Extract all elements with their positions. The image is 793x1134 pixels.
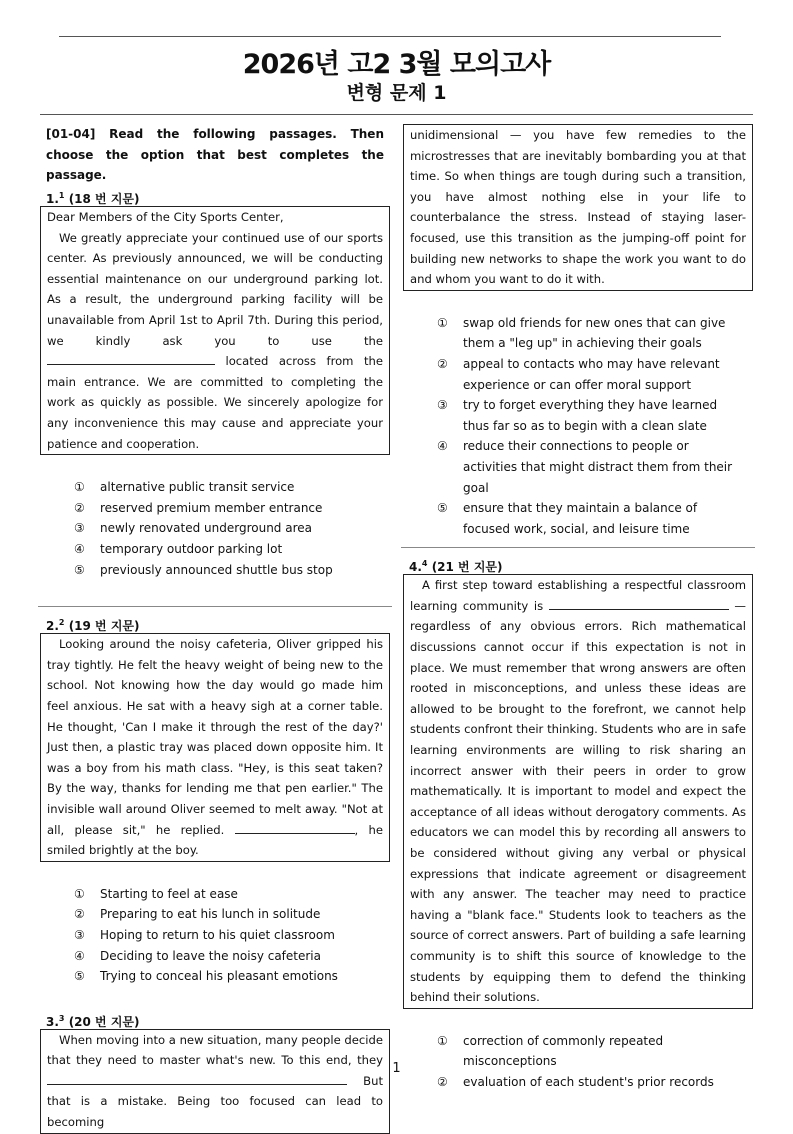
choice-item[interactable]: ① Starting to feel at ease	[74, 886, 238, 901]
choice-item[interactable]: ③ try to forget everything they have learned thus far so as to begin with a clean slate	[437, 398, 718, 433]
choice-item[interactable]: ④ temporary outdoor parking lot	[74, 542, 283, 557]
header-rule	[40, 114, 753, 115]
page-subtitle: 변형 문제 1	[346, 82, 447, 104]
choice-item[interactable]: ① correction of commonly repeated misconceptions	[437, 1033, 664, 1069]
choice-item[interactable]: ⑤ previously announced shuttle bus stop	[74, 562, 333, 577]
footnote-mark: 3	[58, 1013, 65, 1023]
choice-item[interactable]: ③ Hoping to return to his quiet classroom	[74, 927, 335, 942]
answer-blank	[235, 820, 355, 834]
instruction: [01-04] Read the following passages. Then choose the option that best completes the passage.	[46, 127, 384, 183]
choice-item[interactable]: ⑤ Trying to conceal his pleasant emotions	[74, 969, 338, 984]
choice-item[interactable]: ⑤ ensure that they maintain a balance of focused work, social, and leisure time	[437, 501, 698, 536]
top-rule	[59, 36, 721, 37]
choice-item[interactable]: ① swap old friends for new ones that can give them a "leg up" in achieving their goals	[437, 315, 726, 351]
question-4-passage	[403, 574, 753, 1008]
passage-body: unidimensional — you have few remedies to the microstresses that are inevitably bombarding you at that time. So when things are tough during such a transition, you have almost nothing else in your life to counterbalance the stress. Instead of staying laser-focused, use this transition as the jumping-off point for building new networks to shape the work you want to do and whom you want to do it with.	[410, 128, 746, 287]
passage-body: We greatly appreciate your continued use of our sports center. As previously announced, we will be conducting essential maintenance on our underground parking lot. As a result, the underground parking facility will be unavailable from April 1st to April 7th. During this period, we kindly ask you to use the located across from the main entrance. We are committed to completing the work as quickly as possible. We sincerely apologize for any inconvenience this may cause and appreciate your patience and cooperation.	[47, 230, 383, 451]
footnote-mark: 4	[421, 559, 428, 569]
footnote-mark: 1	[58, 191, 65, 201]
question-4-heading	[403, 554, 753, 574]
question-source: (19 번 지문)	[68, 619, 140, 634]
choice-item[interactable]: ① alternative public transit service	[74, 480, 295, 495]
question-source: (20 번 지문)	[68, 1014, 140, 1029]
page-title: 2026년 고2 3월 모의고사	[242, 49, 551, 80]
choice-item[interactable]: ② appeal to contacts who may have relevant experience or can offer moral support	[437, 356, 720, 392]
question-separator	[401, 547, 755, 548]
question-number: 4.	[409, 560, 422, 575]
choice-item[interactable]: ③ newly renovated underground area	[74, 521, 312, 536]
question-1-choices	[40, 477, 390, 580]
choice-item[interactable]: ② Preparing to eat his lunch in solitude	[74, 907, 321, 922]
question-3-passage-start	[40, 1029, 390, 1134]
choice-item[interactable]: ④ reduce their connections to people or activities that might distract them from their goal	[437, 439, 733, 495]
choice-item[interactable]: ② evaluation of each student's prior records	[437, 1074, 714, 1089]
left-column	[40, 124, 390, 1134]
question-number: 2.	[46, 619, 59, 634]
passage-body: When moving into a new situation, many people decide that they need to master what's new. To this end, they But that is a mistake. Being too focused can lead to becoming	[47, 1032, 383, 1130]
question-3-choices	[403, 313, 753, 540]
question-source: (18 번 지문)	[68, 192, 140, 207]
question-3-passage-continued	[403, 124, 753, 291]
footnote-mark: 2	[58, 618, 65, 628]
question-separator	[38, 606, 392, 607]
passage-body: A first step toward establishing a respectful classroom learning community is — regardless of any obvious errors. Rich mathematical discussions cannot occur if this expectation is not in place. We must remember that wrong answers are often rooted in misconceptions, and unless these ideas are allowed to be brought to the forefront, we cannot help students confront their thinking. Students who are in safe learning environments are willing to risk sharing an incorrect answer with their peers in order to grow mathematically. It is important to model and expect the acceptance of all ideas without derogatory comments. As educators we can model this by recording all answers to be considered without giving any verbal or physical expressions that indicate agreement or disagreement with any answer. The teacher may need to practice having a "blank face." Students look to teachers as the source of correct answers. Part of building a safe learning community is to shift this source of knowledge to the students by equipping them to defend the thinking behind their solutions.	[410, 578, 747, 1005]
question-1-passage	[40, 206, 390, 455]
letter-salutation: Dear Members of the City Sports Center,	[47, 210, 284, 225]
answer-blank	[549, 596, 729, 610]
page-number: 1	[392, 1061, 401, 1076]
right-column	[403, 124, 753, 1093]
question-3-heading	[40, 1009, 390, 1029]
passage-body: Looking around the noisy cafeteria, Oliver gripped his tray tightly. He felt the heavy weight of being new to the school. Not knowing how the day would go made him feel anxious. He sat with a heavy sigh at a corner table. He thought, 'Can I make it through the rest of the day?' Just then, a plastic tray was placed down opposite him. It was a boy from his math class. "Hey, is this seat taken? By the way, thanks for lending me that pen earlier." The invisible wall around Oliver seemed to melt away. "Not at all, please sit," he replied. , he smiled brightly at the boy.	[47, 637, 383, 858]
question-1-heading	[40, 186, 390, 206]
choice-item[interactable]: ② reserved premium member entrance	[74, 500, 323, 515]
question-2-passage	[40, 633, 390, 862]
question-number: 1.	[46, 192, 59, 207]
answer-blank	[47, 351, 215, 365]
choice-item[interactable]: ④ Deciding to leave the noisy cafeteria	[74, 948, 321, 963]
question-2-choices	[40, 884, 390, 987]
question-number: 3.	[46, 1014, 59, 1029]
question-source: (21 번 지문)	[431, 560, 503, 575]
question-2-heading	[40, 613, 390, 633]
